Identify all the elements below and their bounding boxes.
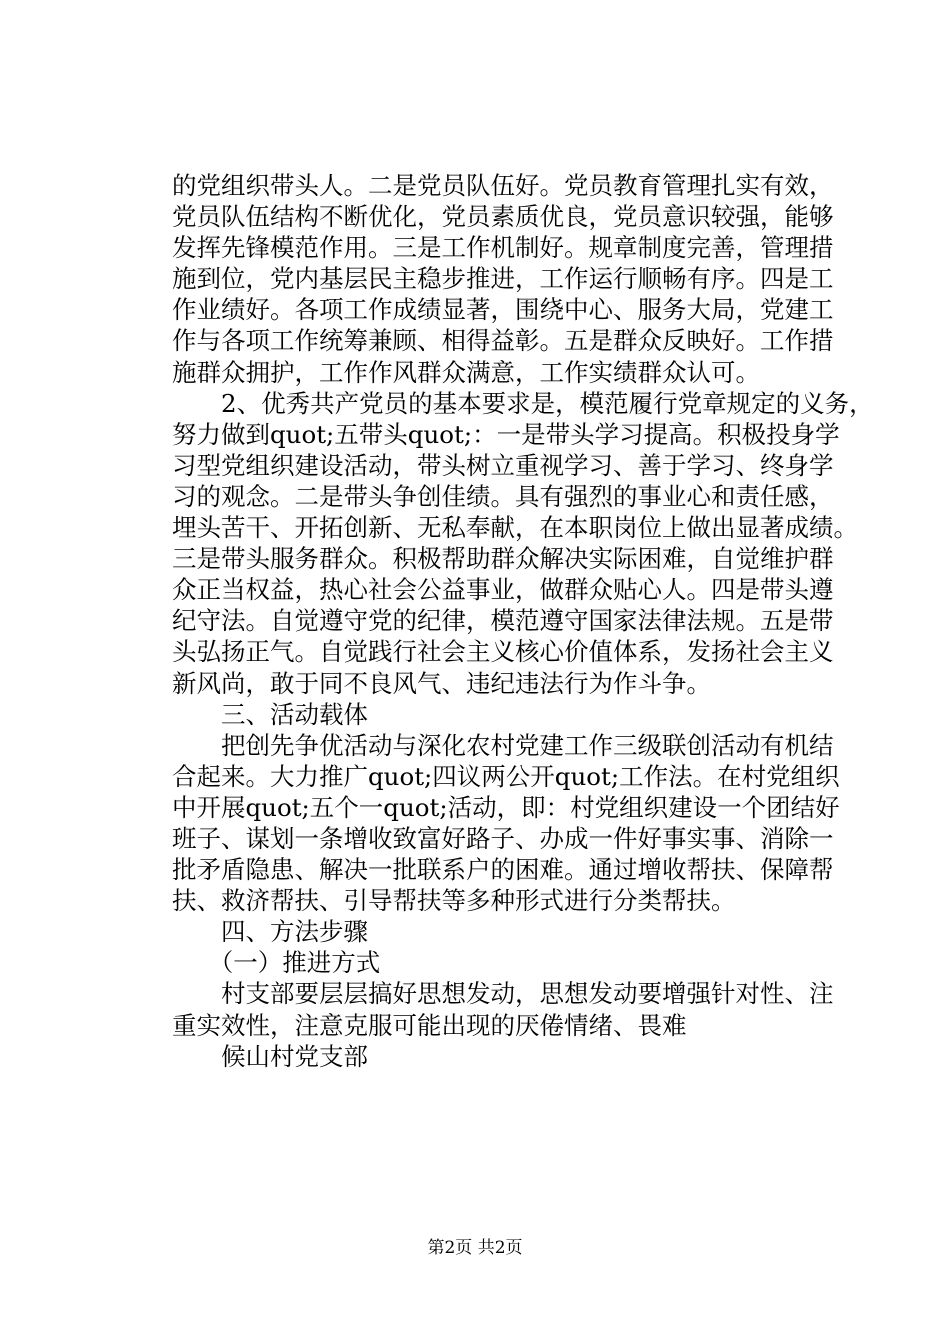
text-line: 的党组织带头人。二是党员队伍好。党员教育管理扎实有效，	[172, 171, 834, 200]
document-body	[172, 170, 874, 1072]
text-line: 重实效性，注意克服可能出现的厌倦情绪、畏难	[172, 1010, 687, 1040]
text-line: 努力做到quot;五带头quot;：一是带头学习提高。积极投身学	[172, 419, 840, 449]
page-number-label: 第2页 共2页	[427, 1238, 523, 1258]
signature-line: 候山村党支部	[172, 1041, 368, 1071]
page-footer	[0, 1237, 950, 1259]
text-line: 埋头苦干、开拓创新、无私奉献，在本职岗位上做出显著成绩。	[172, 513, 858, 543]
text-line: 批矛盾隐患、解决一批联系户的困难。通过增收帮扶、保障帮	[172, 855, 834, 885]
text-line: 扶、救济帮扶、引导帮扶等多种形式进行分类帮扶。	[172, 886, 736, 916]
text-line: 发挥先锋模范作用。三是工作机制好。规章制度完善，管理措	[172, 233, 834, 263]
text-line: 作与各项工作统筹兼顾、相得益彰。五是群众反映好。工作措	[172, 326, 834, 356]
text-line: 党员队伍结构不断优化，党员素质优良，党员意识较强，能够	[172, 202, 834, 232]
text-line: 施群众拥护，工作作风群众满意，工作实绩群众认可。	[172, 357, 760, 387]
section-heading: 三、活动载体	[172, 699, 368, 729]
text-line: 班子、谋划一条增收致富好路子、办成一件好事实事、消除一	[172, 823, 834, 853]
text-line: 新风尚，敢于同不良风气、违纪违法行为作斗争。	[172, 668, 711, 698]
section-heading: 四、方法步骤	[172, 917, 368, 947]
text-line: 三是带头服务群众。积极帮助群众解决实际困难，自觉维护群	[172, 544, 834, 574]
text-line: 把创先争优活动与深化农村党建工作三级联创活动有机结	[172, 730, 834, 760]
text-line: 施到位，党内基层民主稳步推进，工作运行顺畅有序。四是工	[172, 264, 834, 294]
text-line: 合起来。大力推广quot;四议两公开quot;工作法。在村党组织	[172, 761, 840, 791]
text-line: 众正当权益，热心社会公益事业，做群众贴心人。四是带头遵	[172, 575, 834, 605]
text-line: 头弘扬正气。自觉践行社会主义核心价值体系，发扬社会主义	[172, 637, 834, 667]
text-line: 纪守法。自觉遵守党的纪律，模范遵守国家法律法规。五是带	[172, 606, 834, 636]
text-line: 2、优秀共产党员的基本要求是，模范履行党章规定的义务，	[172, 388, 874, 418]
text-line: 村支部要层层搞好思想发动，思想发动要增强针对性、注	[172, 979, 834, 1009]
text-line: 中开展quot;五个一quot;活动，即：村党组织建设一个团结好	[172, 792, 840, 822]
text-line: 作业绩好。各项工作成绩显著，围绕中心、服务大局，党建工	[172, 295, 834, 325]
text-line: 习型党组织建设活动，带头树立重视学习、善于学习、终身学	[172, 450, 834, 480]
text-line: 习的观念。二是带头争创佳绩。具有强烈的事业心和责任感，	[172, 481, 834, 511]
subsection-heading: （一）推进方式	[172, 948, 381, 978]
